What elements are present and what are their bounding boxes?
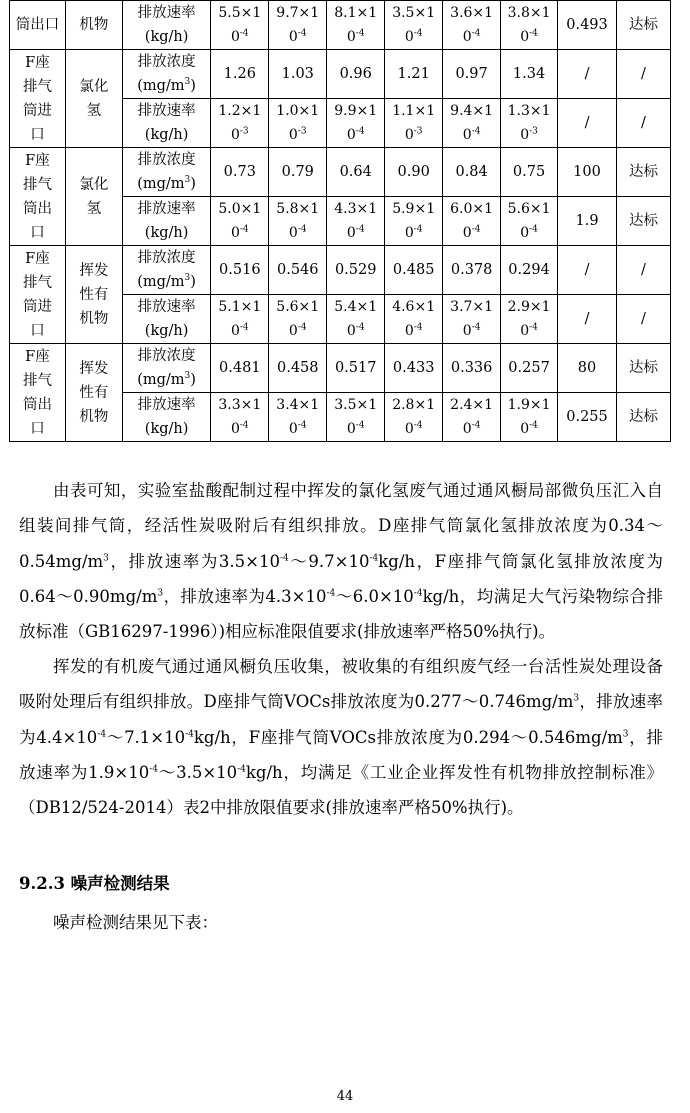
measurement-cell: 5.0×1 $0^{-4}$ [211,197,269,246]
pollutant-cell: 氯化 氢 [65,148,122,246]
measurement-cell: 1.0×1 $0^{-3}$ [269,99,327,148]
measurement-cell: 2.8×1 $0^{-4}$ [385,393,443,442]
measurement-cell: 0.485 [385,246,443,295]
parameter-cell: 排放速率 (kg/h) [122,197,210,246]
limit-value-cell: / [558,50,617,99]
measurement-cell: 4.6×1 $0^{-4}$ [385,295,443,344]
table-row [10,148,671,197]
measurement-cell: 9.9×1 $0^{-4}$ [327,99,385,148]
measurement-cell: 6.0×1 $0^{-4}$ [443,197,501,246]
location-cell: 筒出口 [10,1,66,50]
measurement-cell: 3.3×1 $0^{-4}$ [211,393,269,442]
parameter-cell: 排放浓度 $(mg/m^3)$ [122,246,210,295]
measurement-cell: 8.1×1 $0^{-4}$ [327,1,385,50]
pollutant-cell: 氯化 氢 [65,50,122,148]
measurement-cell: 9.7×1 $0^{-4}$ [269,1,327,50]
result-cell: 达标 [617,344,671,393]
measurement-cell: 1.1×1 $0^{-3}$ [385,99,443,148]
measurement-cell: 5.1×1 $0^{-4}$ [211,295,269,344]
parameter-cell: 排放速率 (kg/h) [122,295,210,344]
location-cell: F座 排气 筒进 口 [10,50,66,148]
limit-value-cell: 1.9 [558,197,617,246]
measurement-cell: 5.4×1 $0^{-4}$ [327,295,385,344]
measurement-cell: 1.9×1 $0^{-4}$ [501,393,558,442]
location-cell: F座 排气 筒出 口 [10,344,66,442]
measurement-cell: 1.21 [385,50,443,99]
pollutant-cell: 挥发 性有 机物 [65,246,122,344]
limit-value-cell: / [558,295,617,344]
result-cell: 达标 [617,197,671,246]
measurement-cell: 0.517 [327,344,385,393]
result-cell: 达标 [617,148,671,197]
limit-value-cell: 0.493 [558,1,617,50]
paragraph-voc-conclusion: 挥发的有机废气通过通风橱负压收集，被收集的有组织废气经一台活性炭处理设备吸附处理后有组织排放。D座排气筒VOCs排放浓度为$0.277\sim 0.746mg/m^3$，排放速率为$4.4\times 10^{-4}\sim 7.1\times 10^{-4}kg/h$，F座排气筒VOCs排放浓度为$0.294\sim 0.546mg/m^3$，排放速率为$1.9\times 10^{-4}\sim 3.5\times 10^{-4}kg/h$，均满足《工业企业挥发性有机物排放控制标准》（DB12/524-2014）表2中排放限值要求(排放速率严格50%执行)。 [19,657,664,818]
location-cell: F座 排气 筒出 口 [10,148,66,246]
measurement-cell: 0.481 [211,344,269,393]
table-row [10,1,671,50]
measurement-cell: 0.84 [443,148,501,197]
measurement-cell: 0.73 [211,148,269,197]
parameter-cell: 排放浓度 $(mg/m^3)$ [122,50,210,99]
result-cell: 达标 [617,1,671,50]
result-cell: / [617,50,671,99]
measurement-cell: 2.9×1 $0^{-4}$ [501,295,558,344]
result-cell: / [617,246,671,295]
measurement-cell: 1.26 [211,50,269,99]
measurement-cell: 0.294 [501,246,558,295]
measurement-cell: 0.516 [211,246,269,295]
measurement-cell: 0.64 [327,148,385,197]
limit-value-cell: / [558,246,617,295]
measurement-cell: 3.4×1 $0^{-4}$ [269,393,327,442]
measurement-cell: 3.8×1 $0^{-4}$ [501,1,558,50]
measurement-cell: 0.97 [443,50,501,99]
measurement-cell: 5.6×1 $0^{-4}$ [501,197,558,246]
measurement-cell: 0.336 [443,344,501,393]
measurement-cell: 3.5×1 $0^{-4}$ [327,393,385,442]
measurement-cell: 0.458 [269,344,327,393]
pollutant-cell: 挥发 性有 机物 [65,344,122,442]
pollutant-cell: 机物 [65,1,122,50]
measurement-cell: 0.529 [327,246,385,295]
measurement-cell: 3.6×1 $0^{-4}$ [443,1,501,50]
measurement-cell: 5.9×1 $0^{-4}$ [385,197,443,246]
table-row [10,50,671,99]
parameter-cell: 排放速率 (kg/h) [122,99,210,148]
measurement-cell: 1.34 [501,50,558,99]
measurement-cell: 4.3×1 $0^{-4}$ [327,197,385,246]
result-cell: / [617,99,671,148]
table-row [10,246,671,295]
location-cell: F座 排气 筒进 口 [10,246,66,344]
measurement-cell: 0.378 [443,246,501,295]
result-cell: / [617,295,671,344]
measurement-cell: 1.3×1 $0^{-3}$ [501,99,558,148]
intro-line: 噪声检测结果见下表： [53,913,218,932]
result-cell: 达标 [617,393,671,442]
measurement-cell: 0.90 [385,148,443,197]
measurement-cell: 9.4×1 $0^{-4}$ [443,99,501,148]
measurement-cell: 0.96 [327,50,385,99]
measurement-cell: 2.4×1 $0^{-4}$ [443,393,501,442]
measurement-cell: 0.546 [269,246,327,295]
parameter-cell: 排放速率 (kg/h) [122,393,210,442]
measurement-cell: 5.8×1 $0^{-4}$ [269,197,327,246]
section-heading: 9.2.3 噪声检测结果 [19,874,170,893]
measurement-cell: 0.75 [501,148,558,197]
measurement-cell: 5.5×1 $0^{-4}$ [211,1,269,50]
measurement-cell: 5.6×1 $0^{-4}$ [269,295,327,344]
measurement-cell: 0.79 [269,148,327,197]
paragraph-hcl-conclusion: 由表可知，实验室盐酸配制过程中挥发的氯化氢废气通过通风橱局部微负压汇入自组装间排气筒，经活性炭吸附后有组织排放。D座排气筒氯化氢排放浓度为$0.34\sim 0.54mg/m^3$，排放速率为$3.5\times 10^{-4}\sim 9.7\times 10^{-4}kg/h$，F座排气筒氯化氢排放浓度为$0.64\sim 0.90mg/m^3$，排放速率为$4.3\times 10^{-4}\sim 6.0\times 10^{-4}kg/h$，均满足大气污染物综合排放标准（GB16297-1996）)相应标准限值要求(排放速率严格50%执行)。 [19,481,663,642]
parameter-cell: 排放浓度 $(mg/m^3)$ [122,344,210,393]
measurement-cell: 0.433 [385,344,443,393]
parameter-cell: 排放速率 (kg/h) [122,1,210,50]
emission-data-table [9,0,671,442]
limit-value-cell: 100 [558,148,617,197]
parameter-cell: 排放浓度 $(mg/m^3)$ [122,148,210,197]
page-number: 44 [336,1089,354,1104]
measurement-cell: 0.257 [501,344,558,393]
measurement-cell: 3.7×1 $0^{-4}$ [443,295,501,344]
measurement-cell: 1.03 [269,50,327,99]
limit-value-cell: 0.255 [558,393,617,442]
limit-value-cell: / [558,99,617,148]
measurement-cell: 3.5×1 $0^{-4}$ [385,1,443,50]
limit-value-cell: 80 [558,344,617,393]
table-row [10,344,671,393]
measurement-cell: 1.2×1 $0^{-3}$ [211,99,269,148]
